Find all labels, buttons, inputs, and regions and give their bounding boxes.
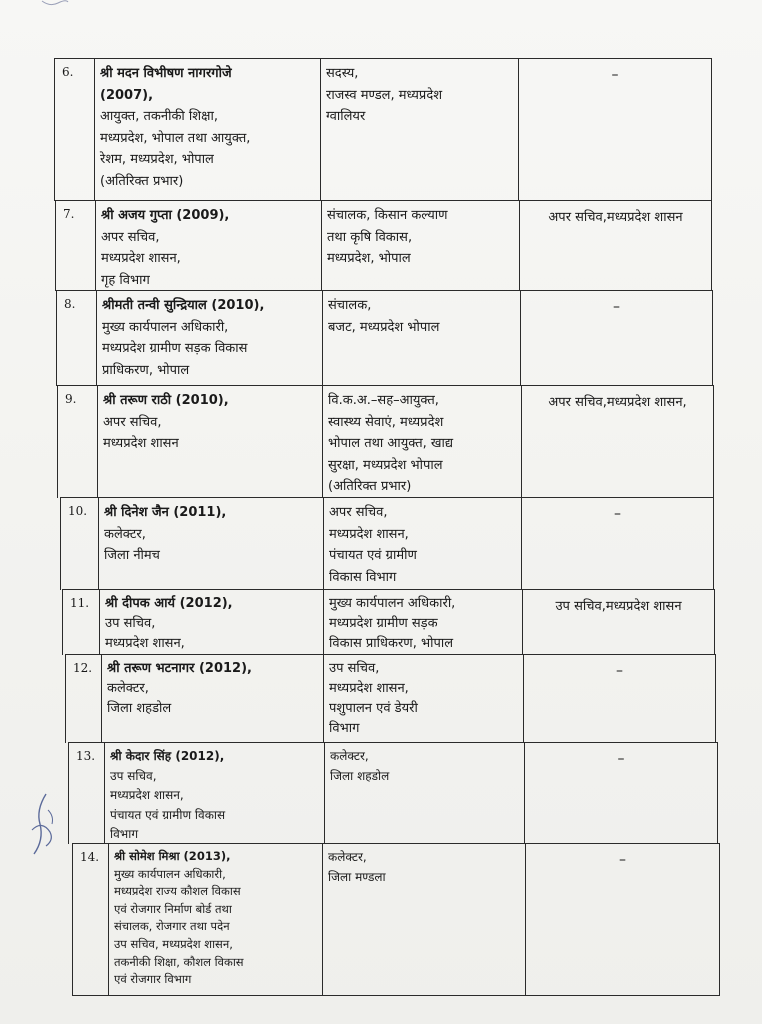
serial-number: 6. — [62, 65, 74, 79]
serial-number: 9. — [65, 392, 77, 406]
new-posting — [329, 594, 455, 654]
table-row — [68, 742, 718, 844]
new-posting-line: विभाग — [329, 721, 360, 736]
officer-detail-line: आयुक्त, तकनीकी शिक्षा, — [100, 109, 218, 124]
officer-detail-line: मुख्य कार्यपालन अधिकारी, — [102, 319, 229, 335]
officer-details — [104, 502, 226, 567]
serial-cell — [57, 386, 97, 498]
dash-mark: – — [617, 751, 625, 767]
officer-detail-line: मध्यप्रदेश ग्रामीण सड़क विकास — [102, 341, 248, 356]
new-posting-line: जिला शहडोल — [330, 768, 390, 783]
new-posting-line: बजट, मध्यप्रदेश भोपाल — [328, 319, 440, 335]
officer-detail-line: एवं रोजगार विभाग — [114, 972, 192, 987]
serial-number: 8. — [64, 297, 76, 311]
officer-detail-line: मध्यप्रदेश शासन, — [101, 251, 181, 266]
new-posting-line: मध्यप्रदेश शासन, — [329, 681, 409, 696]
serial-number: 11. — [70, 596, 90, 610]
remark — [523, 661, 716, 682]
serial-cell — [55, 201, 95, 291]
officer-detail-line: अपर सचिव, — [103, 414, 162, 430]
new-posting — [328, 848, 386, 887]
table-row — [62, 589, 715, 655]
remark-line: अपर सचिव, — [548, 210, 607, 225]
officer-detail-line: उप सचिव, मध्यप्रदेश शासन, — [114, 936, 233, 951]
officer-detail-line: (2007), — [100, 87, 154, 103]
officer-detail-line: उप सचिव, — [110, 768, 157, 783]
officer-details — [101, 205, 229, 291]
new-posting-line: मध्यप्रदेश, भोपाल — [327, 251, 411, 266]
officer-details — [110, 747, 225, 845]
new-posting-line: कलेक्टर, — [330, 749, 369, 763]
new-posting-line: राजस्व मण्डल, मध्यप्रदेश — [326, 87, 443, 103]
officer-detail-line: रेशम, मध्यप्रदेश, भोपाल — [100, 152, 214, 167]
dash-mark: – — [619, 852, 626, 868]
officer-details — [100, 63, 250, 192]
officer-detail-line: अपर सचिव, — [101, 229, 160, 245]
table-bottom-border — [72, 995, 720, 996]
officer-details — [114, 848, 244, 989]
new-posting-line: मध्यप्रदेश ग्रामीण सड़क — [329, 616, 438, 631]
remark-line: मध्यप्रदेश शासन — [605, 599, 682, 614]
new-posting-line: सदस्य, — [326, 66, 359, 81]
serial-cell — [54, 59, 94, 201]
new-posting-line: ग्वालियर — [326, 109, 366, 124]
new-posting — [329, 502, 417, 588]
officer-detail-line: प्राधिकरण, भोपाल — [102, 362, 190, 378]
table-row — [55, 200, 712, 291]
serial-number: 10. — [68, 504, 88, 518]
officer-detail-line: एवं रोजगार निर्माण बोर्ड तथा — [114, 901, 232, 916]
officer-detail-line: (अतिरिक्त प्रभार) — [100, 173, 184, 189]
officer-detail-line: कलेक्टर, — [107, 681, 149, 696]
table-row — [57, 385, 714, 498]
new-posting — [328, 295, 439, 338]
new-posting-line: तथा कृषि विकास, — [327, 229, 413, 245]
officer-detail-line: विभाग — [110, 827, 139, 841]
remark-line: अपर सचिव, — [548, 395, 607, 410]
remark-line: मध्यप्रदेश शासन, — [606, 395, 687, 410]
officer-detail-line: मध्यप्रदेश शासन, — [105, 636, 185, 651]
officer-name: श्री केदार सिंह (2012), — [110, 749, 225, 763]
scan-mark — [40, 0, 70, 8]
new-posting — [327, 205, 448, 270]
new-posting — [326, 63, 442, 128]
officer-name: श्री दीपक आर्य (2012), — [105, 596, 233, 611]
officer-name: श्री तरूण राठी (2010), — [103, 393, 229, 408]
officer-details — [102, 295, 264, 381]
officer-detail-line: पंचायत एवं ग्रामीण विकास — [110, 807, 226, 822]
new-posting-line: सुरक्षा, मध्यप्रदेश भोपाल — [328, 457, 443, 473]
remark-line: उप सचिव, — [555, 599, 606, 614]
table-row — [56, 290, 713, 386]
new-posting-line: अपर सचिव, — [329, 505, 388, 520]
officer-detail-line: जिला शहडोल — [107, 701, 172, 716]
officer-detail-line: उप सचिव, — [105, 616, 156, 631]
officer-name: श्री अजय गुप्ता (2009), — [101, 208, 230, 223]
officer-details — [107, 659, 252, 719]
new-posting-line: (अतिरिक्त प्रभार) — [328, 479, 412, 494]
dash-mark: – — [613, 299, 620, 315]
new-posting-line: संचालक, — [328, 298, 372, 313]
table-row — [54, 58, 712, 201]
new-posting — [328, 390, 453, 498]
remark — [525, 850, 720, 871]
serial-number: 7. — [63, 207, 75, 221]
new-posting-line: स्वास्थ्य सेवाएं, मध्यप्रदेश — [328, 414, 444, 430]
new-posting-line: संचालक, किसान कल्याण — [327, 208, 448, 223]
new-posting-line: पशुपालन एवं डेयरी — [329, 701, 418, 716]
remark — [522, 596, 715, 617]
remark — [518, 65, 712, 86]
new-posting-line: भोपाल तथा आयुक्त, खाद्य — [328, 436, 454, 451]
new-posting-line: विकास प्राधिकरण, भोपाल — [329, 636, 454, 651]
new-posting-line: मुख्य कार्यपालन अधिकारी, — [329, 596, 456, 611]
officer-name: श्री दिनेश जैन (2011), — [104, 505, 227, 520]
new-posting-line: विकास विभाग — [329, 569, 397, 585]
officer-name: श्री मदन विभीषण नागरगोजे — [100, 66, 232, 81]
table-row — [60, 497, 714, 590]
new-posting-line: पंचायत एवं ग्रामीण — [329, 548, 417, 563]
officer-detail-line: कलेक्टर, — [104, 526, 146, 542]
new-posting-line: उप सचिव, — [329, 661, 380, 676]
new-posting — [329, 659, 418, 739]
serial-number: 12. — [73, 661, 93, 675]
new-posting-line: मध्यप्रदेश शासन, — [329, 526, 409, 542]
officer-detail-line: मुख्य कार्यपालन अधिकारी, — [114, 866, 226, 881]
officer-details — [103, 390, 229, 455]
dash-mark: – — [614, 506, 621, 522]
officer-detail-line: मध्यप्रदेश राज्य कौशल विकास — [114, 884, 241, 899]
officer-name: श्री तरूण भटनागर (2012), — [107, 661, 252, 676]
officer-detail-line: मध्यप्रदेश, भोपाल तथा आयुक्त, — [100, 130, 251, 146]
remark — [524, 749, 718, 770]
remark — [521, 504, 714, 525]
officer-detail-line: संचालक, रोजगार तथा पदेन — [114, 919, 230, 934]
new-posting-line: वि.क.अ.–सह–आयुक्त, — [328, 393, 439, 408]
officer-name: श्री सोमेश मिश्रा (2013), — [114, 849, 231, 863]
serial-number: 13. — [76, 749, 96, 763]
officer-detail-line: जिला नीमच — [104, 548, 160, 563]
serial-cell — [56, 291, 96, 386]
officer-detail-line: तकनीकी शिक्षा, कौशल विकास — [114, 954, 244, 969]
officer-detail-line: मध्यप्रदेश शासन, — [110, 788, 184, 802]
handwritten-initials — [26, 790, 60, 860]
remark — [521, 392, 714, 413]
new-posting — [330, 747, 389, 786]
officer-detail-line: गृह विभाग — [101, 272, 150, 288]
serial-number: 14. — [80, 850, 100, 864]
table-row — [65, 654, 716, 743]
serial-cell — [72, 844, 108, 996]
remark-line: मध्यप्रदेश शासन — [606, 210, 683, 225]
remark — [520, 297, 713, 318]
new-posting-line: जिला मण्डला — [328, 869, 386, 884]
table-row — [72, 843, 720, 996]
officer-name: श्रीमती तन्वी सुन्द्रियाल (2010), — [102, 298, 265, 313]
dash-mark: – — [616, 663, 623, 679]
new-posting-line: कलेक्टर, — [328, 850, 367, 864]
officer-details — [105, 594, 233, 654]
officer-detail-line: मध्यप्रदेश शासन — [103, 436, 179, 451]
dash-mark: – — [611, 67, 619, 83]
remark — [519, 207, 712, 228]
